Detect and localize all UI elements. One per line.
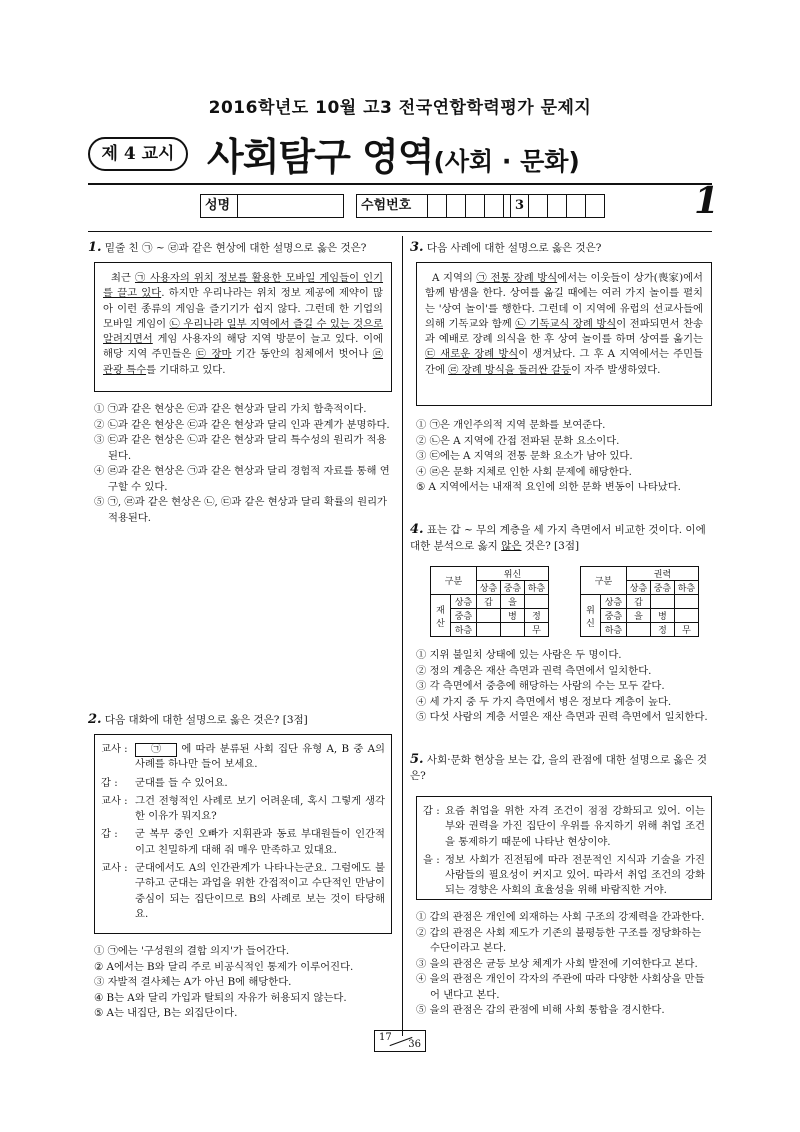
answer-option[interactable]: ④ 세 가지 중 두 가지 측면에서 병은 정보다 계층이 높다. xyxy=(416,695,672,708)
subject-title xyxy=(207,126,580,181)
question-number: 3. xyxy=(410,240,424,255)
speaker-label: 갑 : xyxy=(101,828,118,841)
header-rule xyxy=(88,231,712,232)
exam-no-digit[interactable] xyxy=(567,194,586,218)
question-number: 2. xyxy=(88,712,102,727)
exam-no-digit[interactable]: 3 xyxy=(510,194,529,218)
underline-c: ㉢ 새로운 장례 방식 xyxy=(425,348,519,361)
table-side-header: 위신 xyxy=(581,595,601,637)
speaker-label: 갑 : xyxy=(101,776,118,789)
table-cell: 을 xyxy=(627,609,651,623)
answer-option[interactable]: ⑤ 을의 관점은 갑의 관점에 비해 사회 통합을 경시한다. xyxy=(416,1004,665,1016)
answer-option[interactable]: ① 갑의 관점은 개인에 외재하는 사회 구조의 강제력을 간과한다. xyxy=(416,911,705,923)
table-cell xyxy=(651,595,675,609)
answer-option[interactable]: ② A에서는 B와 달리 주로 비공식적인 통제가 이루어진다. xyxy=(94,960,354,973)
name-label: 성명 xyxy=(200,194,238,218)
answer-option[interactable]: ④ ㉣은 문화 지체로 인한 사회 문제에 해당한다. xyxy=(416,465,632,478)
table-top-header: 권력 xyxy=(627,567,699,581)
blank-box: ㉠ xyxy=(135,743,177,757)
candidate-info-row xyxy=(200,194,605,218)
answer-option[interactable]: ⑤ A 지역에서는 내재적 요인에 의한 문화 변동이 나타났다. xyxy=(416,481,681,493)
question-1-stem xyxy=(88,240,394,257)
col-header: 중층 xyxy=(501,581,525,595)
answer-option[interactable]: ④ 을의 관점은 개인이 각자의 주관에 따라 다양한 사회상을 만들어 낸다고 본다. xyxy=(416,973,705,1001)
speaker-label: 교사 : xyxy=(101,862,128,875)
question-2-dialogue: 교사 : ㉠ 에 따라 분류된 사회 집단 유형 A, B 중 A의 사례를 하나만 들어 보세요. 갑 : 군대를 들 수 있어요. 교사 : 그건 전형적인 사례로 보기 어려운데, 혹시 그렇게 생각한 이유가 뭐지요? 갑 : 군 복무 중인 오빠가 지휘관과 동료 부대원들이 인간적이고 친밀하게 대해 줘 매우 만족하고 있대요. 교사 : 군대에서도 A의 인간관계가 나타나는군요. 그럼에도 불구하고 군대는 과업을 위한 간접적이고 수단적인 만남이 중심이 되는 집단이므로 B의 사례로 보는 것이 타당해요. xyxy=(94,734,392,934)
table-cell xyxy=(525,595,549,609)
exam-no-digit[interactable] xyxy=(447,194,466,218)
question-number: 5. xyxy=(410,752,424,767)
exam-no-digit[interactable] xyxy=(529,194,548,218)
exam-no-digit[interactable] xyxy=(586,194,605,218)
row-header: 중층 xyxy=(601,609,627,623)
page-number: 1 xyxy=(694,180,720,222)
table-cell: 을 xyxy=(501,595,525,609)
table-cell: 갑 xyxy=(477,595,501,609)
table-cell xyxy=(477,623,501,637)
table-top-header: 위신 xyxy=(477,567,549,581)
underline-d: ㉣ 장례 방식을 둘러싼 갈등 xyxy=(448,363,572,376)
answer-option[interactable]: ④ B는 A와 달리 가입과 탈퇴의 자유가 허용되지 않는다. xyxy=(94,991,347,1004)
answer-option[interactable]: ⑤ A는 내집단, B는 외집단이다. xyxy=(94,1007,238,1019)
row-header: 상층 xyxy=(451,595,477,609)
underline-a: ㉠ 전통 장례 방식 xyxy=(476,272,558,284)
table-cell xyxy=(501,623,525,637)
answer-option[interactable]: ① ㉠은 개인주의적 지역 문화를 보여준다. xyxy=(416,419,606,431)
answer-option[interactable]: ② ㉡과 같은 현상은 ㉢과 같은 현상과 달리 인과 관계가 분명하다. xyxy=(94,418,390,431)
row-header: 중층 xyxy=(451,609,477,623)
answer-option[interactable]: ① ㉠에는 '구성원의 결합 의지'가 들어간다. xyxy=(94,945,290,957)
question-4-stem: 4. 표는 갑 ~ 무의 계층을 세 가지 측면에서 비교한 것이다. 이에 대한 분석으로 옳지 않은 것은? [3점] xyxy=(410,522,706,552)
answer-option[interactable]: ① ㉠과 같은 현상은 ㉢과 같은 현상과 달리 가치 함축적이다. xyxy=(94,403,367,415)
stratum-table-prestige-power xyxy=(580,566,699,637)
subject-sub: (사회 · 문화) xyxy=(433,147,580,176)
question-number: 1. xyxy=(88,240,102,255)
answer-option[interactable]: ④ ㉣과 같은 현상은 ㉠과 같은 현상과 달리 경험적 자료를 통해 연구할 수 있다. xyxy=(94,465,390,493)
underline-b: ㉡ 기독교식 장례 방식 xyxy=(515,317,617,330)
col-header: 하층 xyxy=(525,581,549,595)
answer-option[interactable]: ③ ㉢과 같은 현상은 ㉡과 같은 현상과 달리 특수성의 원리가 적용된다. xyxy=(94,434,387,462)
col-header: 상층 xyxy=(627,581,651,595)
answer-option[interactable]: ① 지위 불일치 상태에 있는 사람은 두 명이다. xyxy=(416,649,622,661)
row-header: 하층 xyxy=(601,623,627,637)
title-rule xyxy=(88,183,712,185)
question-5-dialogue: 갑 : 요즘 취업을 위한 자격 조건이 점점 강화되고 있어. 이는 부와 권력을 가진 집단이 우위를 유지하기 위해 취업 조건을 통제하기 때문에 나타난 현상이야. 을 : 정보 사회가 진전됨에 따라 전문적인 지식과 기술을 가진 사람들의 필요성이 커지고 있어. 따라서 취업 조건의 강화되는 경향은 사회의 효율성을 위해 바람직한 거야. xyxy=(416,796,712,900)
question-text: 사회·문화 현상을 보는 갑, 을의 관점에 대한 설명으로 옳은 것은? xyxy=(410,754,708,782)
col-header: 중층 xyxy=(651,581,675,595)
col-header: 하층 xyxy=(675,581,699,595)
table-cell: 정 xyxy=(525,609,549,623)
question-1-passage: 최근 ㉠ 사용자의 위치 정보를 활용한 모바일 게임들이 인기를 끌고 있다. 하지만 우리나라는 위치 정보 제공에 제약이 많아 이런 종류의 게임을 즐기기가 쉽지 않다. 그런데 한 기업의 모바일 게임이 ㉡ 우리나라 일부 지역에서 즐길 수 있는 것으로 알려지면서 게임 사용자의 해당 지역 방문이 늘고 있다. 이에 해당 지역 주민들은 ㉢ 장마 기간 동안의 침체에서 벗어나 ㉣ 관광 특수를 기대하고 있다. xyxy=(94,262,392,392)
question-1-options xyxy=(94,402,394,526)
question-3-options xyxy=(416,418,712,496)
exam-no-label: 수험번호 xyxy=(356,194,428,218)
answer-option[interactable]: ② 갑의 관점은 사회 제도가 기존의 불평등한 구조를 정당화하는 수단이라고 본다. xyxy=(416,926,702,954)
question-text: 다음 사례에 대한 설명으로 옳은 것은? xyxy=(426,242,602,254)
table-cell: 무 xyxy=(675,623,699,637)
page-current: 17 xyxy=(379,1032,392,1043)
table-cell xyxy=(675,609,699,623)
page-total: 36 xyxy=(408,1039,421,1050)
question-5-stem xyxy=(410,752,712,784)
question-5-options xyxy=(416,910,712,1019)
question-text: 밑줄 친 ㉠ ~ ㉣과 같은 현상에 대한 설명으로 옳은 것은? xyxy=(104,242,367,254)
question-2-options xyxy=(94,944,394,1022)
row-header: 상층 xyxy=(601,595,627,609)
table-cell: 무 xyxy=(525,623,549,637)
answer-option[interactable]: ③ ㉢에는 A 지역의 전통 문화 요소가 남아 있다. xyxy=(416,450,633,462)
table-cell: 갑 xyxy=(627,595,651,609)
question-number: 4. xyxy=(410,522,424,537)
answer-option[interactable]: ③ 각 측면에서 중층에 해당하는 사람의 수는 모두 같다. xyxy=(416,680,665,692)
table-cell: 병 xyxy=(501,609,525,623)
table-cell: 병 xyxy=(651,609,675,623)
column-divider xyxy=(402,236,403,1036)
negation-underline: 않은 xyxy=(501,539,522,552)
question-3-passage: A 지역의 ㉠ 전통 장례 방식에서는 이웃들이 상가(喪家)에서 함께 밤샘을 한다. 상여를 옮길 때에는 여러 가지 놀이를 펼치는 '상여 놀이'를 행한다. 그런데 이 지역에 유럽의 선교사들에 의해 기독교와 함께 ㉡ 기독교식 장례 방식이 전파되면서 찬송과 예배로 장례 의식을 한 후 상여 놀이를 하며 상여를 옮기는 ㉢ 새로운 장례 방식이 생겨났다. 그 후 A 지역에서는 주민들 간에 ㉣ 장례 방식을 둘러싼 갈등이 자주 발생하였다. xyxy=(416,262,712,406)
speaker-label: 을 : xyxy=(423,853,440,866)
answer-option[interactable]: ② ㉡은 A 지역에 간접 전파된 문화 요소이다. xyxy=(416,434,620,447)
table-cell: 정 xyxy=(651,623,675,637)
table-side-header: 재산 xyxy=(431,595,451,637)
exam-no-digit[interactable] xyxy=(548,194,567,218)
name-field[interactable] xyxy=(238,194,344,218)
speaker-label: 교사 : xyxy=(101,794,128,807)
question-4-options xyxy=(416,648,712,726)
row-header: 하층 xyxy=(451,623,477,637)
stratum-table-wealth-prestige xyxy=(430,566,549,637)
subject-main: 사회탐구 영역 xyxy=(207,135,434,179)
question-text: 다음 대화에 대한 설명으로 옳은 것은? [3점] xyxy=(104,714,308,726)
question-3-stem xyxy=(410,240,712,257)
table-corner: 구분 xyxy=(581,567,627,595)
col-header: 상층 xyxy=(477,581,501,595)
exam-no-digit[interactable] xyxy=(428,194,447,218)
underline-b: ㉡ 우리나라 일부 지역에서 즐길 수 있는 것으로 알려지면서 xyxy=(103,317,383,346)
speaker-label: 교사 : xyxy=(101,743,128,755)
page-counter xyxy=(374,1030,426,1052)
answer-option[interactable]: ② 정의 계층은 재산 측면과 권력 측면에서 일치한다. xyxy=(416,664,652,677)
answer-option[interactable]: ⑤ 다섯 사람의 계층 서열은 재산 측면과 권력 측면에서 일치한다. xyxy=(416,711,708,723)
question-2-stem xyxy=(88,712,394,729)
underline-d: ㉣ 관광 특수 xyxy=(103,348,383,376)
table-cell xyxy=(675,595,699,609)
answer-option[interactable]: ⑤ ㉠, ㉣과 같은 현상은 ㉡, ㉢과 같은 현상과 달리 확률의 원리가 적용된다. xyxy=(94,496,387,524)
exam-no-digit[interactable] xyxy=(485,194,504,218)
underline-a: ㉠ 사용자의 위치 정보를 활용한 모바일 게임들이 인기를 끌고 있다 xyxy=(103,272,384,300)
table-cell xyxy=(477,609,501,623)
table-cell xyxy=(627,623,651,637)
answer-option[interactable]: ③ 을의 관점은 균등 보상 체계가 사회 발전에 기여한다고 본다. xyxy=(416,957,698,970)
answer-option[interactable]: ③ 자발적 결사체는 A가 아닌 B에 해당한다. xyxy=(94,976,292,988)
table-corner: 구분 xyxy=(431,567,477,595)
underline-c: ㉢ 장마 xyxy=(195,348,232,361)
exam-title: 2016학년도 10월 고3 전국연합학력평가 문제지 xyxy=(208,98,592,118)
session-badge: 제 4 교시 xyxy=(88,137,188,171)
exam-no-digit[interactable] xyxy=(466,194,485,218)
speaker-label: 갑 : xyxy=(423,805,440,817)
